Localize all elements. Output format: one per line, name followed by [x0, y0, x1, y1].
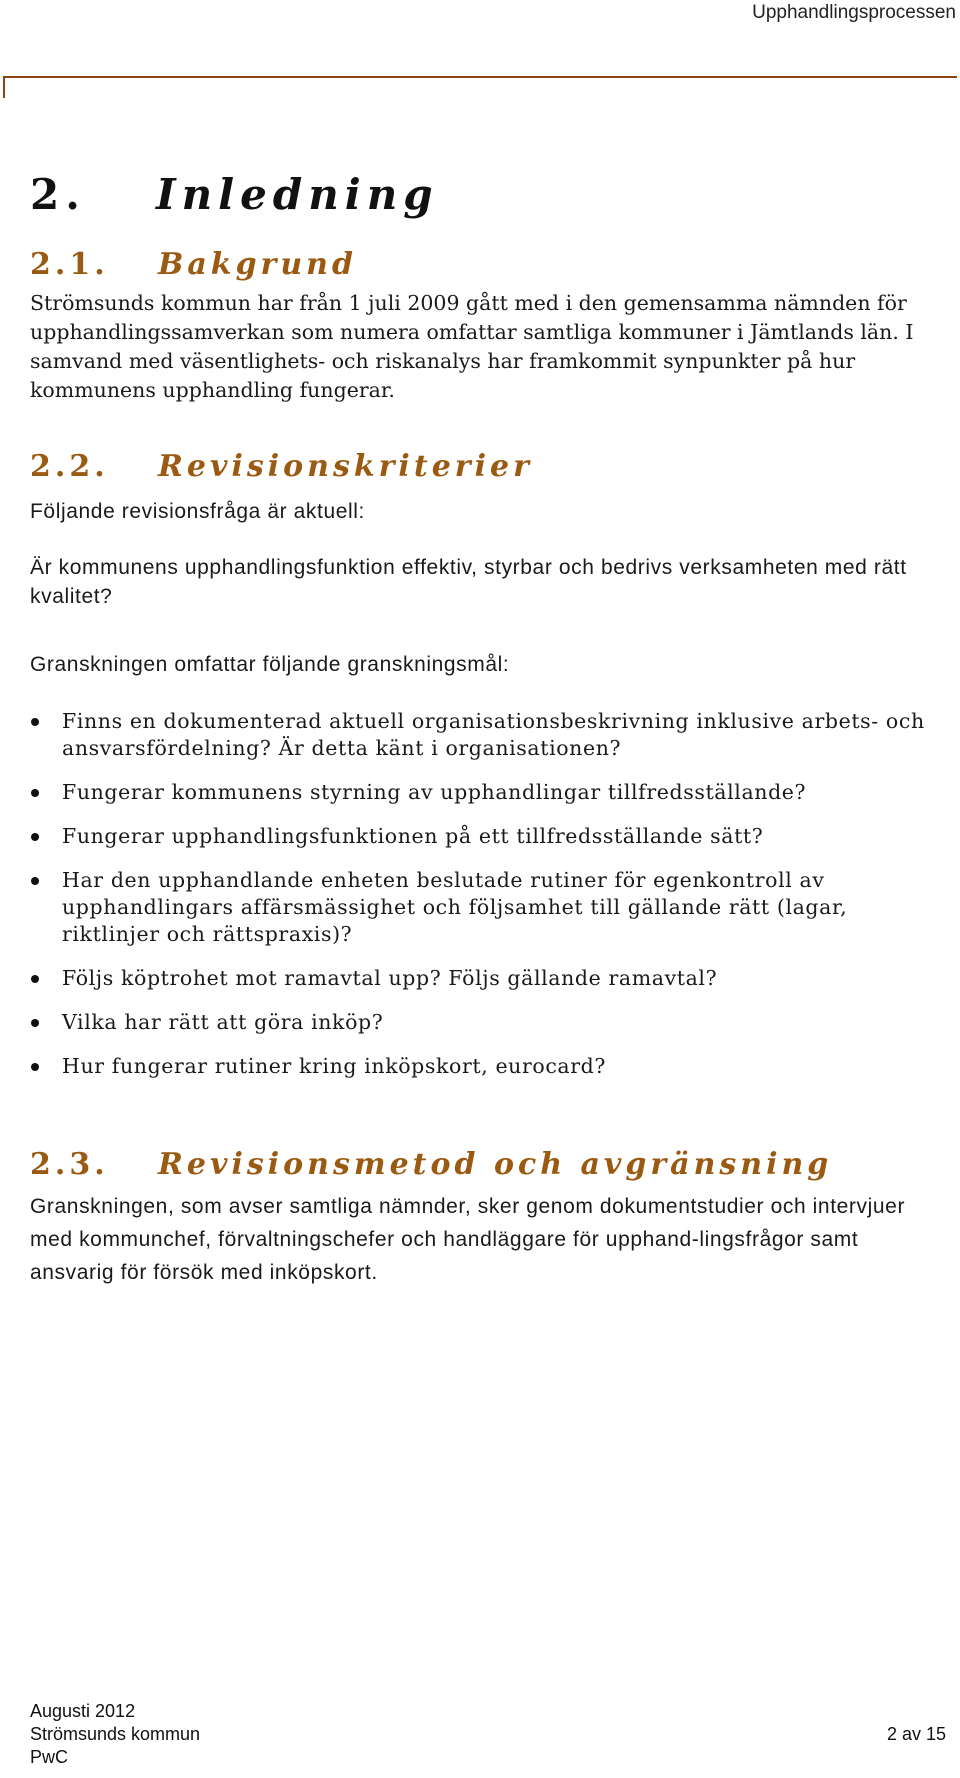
goal-text: Vilka har rätt att göra inköp? — [62, 1010, 384, 1034]
list-item — [30, 823, 945, 850]
bullet-icon — [31, 975, 39, 983]
criteria-intro: Följande revisionsfråga är aktuell: — [30, 500, 365, 523]
list-item — [30, 965, 945, 992]
audit-question: Är kommunens upphandlingsfunktion effektiv, styrbar och bedrivs verksamheten med rätt kvalitet? — [30, 556, 907, 608]
bullet-icon — [31, 718, 39, 726]
bullet-icon — [31, 789, 39, 797]
method-paragraph: Granskningen, som avser samtliga nämnder, sker genom dokumentstudier och intervjuer med kommunchef, förvaltningschefer och handläggare för upphand-lingsfrågor samt ansvarig för försök med inköpskort. — [30, 1195, 906, 1284]
header-rule-tick — [3, 76, 5, 98]
goal-text: Fungerar kommunens styrning av upphandlingar tillfredsställande? — [62, 780, 807, 804]
goal-text: Följs köptrohet mot ramavtal upp? Följs gällande ramavtal? — [62, 966, 718, 990]
list-item — [30, 1009, 945, 1036]
bullet-icon — [31, 833, 39, 841]
section-title: Revisionsmetod och avgränsning — [158, 1147, 833, 1182]
background-paragraph: Strömsunds kommun har från 1 juli 2009 gått med i den gemensamma nämnden för upphandlingssamverkan som numera omfattar samtliga kommuner i Jämtlands län. I samvand med väsentlighets- och riskanalys har framkommit synpunkter på hur kommunens upphandling fungerar. — [30, 291, 914, 402]
list-item — [30, 779, 945, 806]
section-heading-revisionsmetod — [30, 1147, 832, 1182]
section-title: Revisionskriterier — [158, 449, 533, 484]
header-rule — [3, 76, 957, 78]
footer-organization: Strömsunds kommun — [30, 1724, 201, 1744]
chapter-number: 2. — [30, 170, 86, 219]
goals-intro: Granskningen omfattar följande granskningsmål: — [30, 653, 510, 676]
section-number: 2.3. — [30, 1147, 109, 1182]
list-item — [30, 1053, 945, 1080]
page-footer — [30, 1700, 946, 1769]
goal-text: Hur fungerar rutiner kring inköpskort, eurocard? — [62, 1054, 606, 1078]
bullet-icon — [31, 1063, 39, 1071]
audit-goals-list — [30, 708, 945, 1097]
list-item — [30, 708, 945, 762]
footer-date: Augusti 2012 — [30, 1701, 136, 1721]
goal-text: Har den upphandlande enheten beslutade rutiner för egenkontroll av upphandlingars affärsmässighet och följsamhet till gällande rätt (lagar, riktlinjer och rättspraxis)? — [62, 868, 848, 946]
section-heading-bakgrund — [30, 247, 357, 282]
chapter-title: Inledning — [156, 170, 439, 219]
section-title: Bakgrund — [158, 247, 357, 282]
chapter-heading — [30, 170, 439, 219]
section-number: 2.2. — [30, 449, 109, 484]
bullet-icon — [31, 1019, 39, 1027]
bullet-icon — [31, 877, 39, 885]
section-number: 2.1. — [30, 247, 109, 282]
goal-text: Fungerar upphandlingsfunktionen på ett tillfredsställande sätt? — [62, 824, 764, 848]
goal-text: Finns en dokumenterad aktuell organisationsbeskrivning inklusive arbets- och ansvarsfördelning? Är detta känt i organisationen? — [62, 709, 925, 760]
list-item — [30, 867, 945, 948]
footer-firm: PwC — [30, 1747, 69, 1767]
running-header: Upphandlingsprocessen — [752, 2, 956, 23]
section-heading-revisionskriterier — [30, 449, 533, 484]
page-number: 2 av 15 — [886, 1724, 946, 1744]
